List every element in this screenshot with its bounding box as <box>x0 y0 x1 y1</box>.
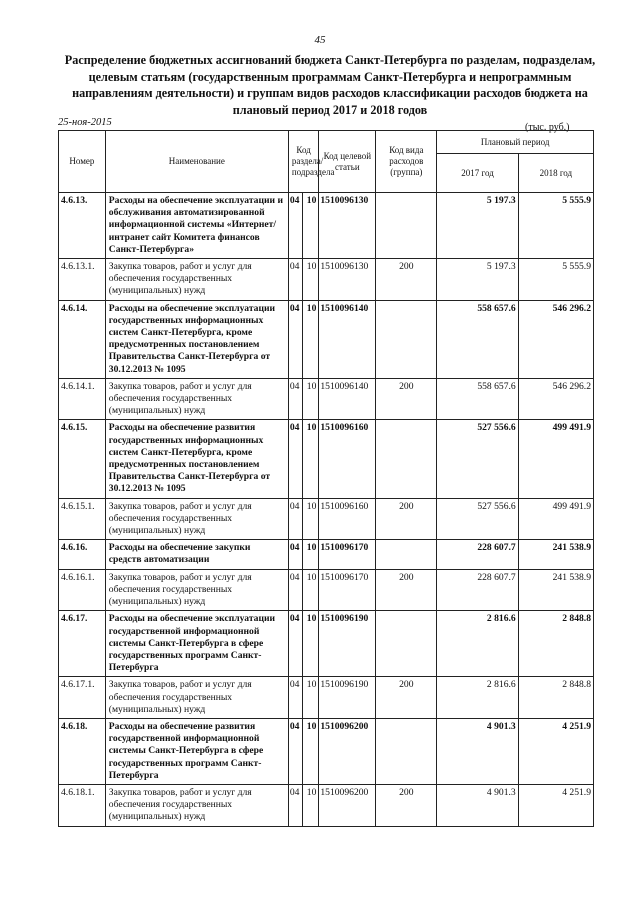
row-subsection-code: 10 <box>303 718 319 784</box>
units-note: (тыс. руб.) <box>525 122 570 133</box>
row-group-code: 200 <box>376 378 437 420</box>
row-value-2017: 527 556.6 <box>437 420 518 498</box>
table-row <box>59 611 594 677</box>
row-group-code: 200 <box>376 677 437 719</box>
row-value-2017: 5 197.3 <box>437 193 518 259</box>
row-number: 4.6.17. <box>59 611 106 677</box>
row-subsection-code: 10 <box>303 611 319 677</box>
row-value-2017: 2 816.6 <box>437 677 518 719</box>
col-plan-header: Плановый период <box>437 131 594 154</box>
row-number: 4.6.13. <box>59 193 106 259</box>
budget-table <box>58 130 594 827</box>
document-title: Распределение бюджетных ассигнований бюджета Санкт-Петербурга по разделам, подразделам, целевым статьям (государственным программам Санкт-Петербурга и непрограммным направлениям деятельности) и группам видов расходов классификации расходов бюджета на плановый период 2017 и 2018 годов <box>64 53 596 117</box>
document-date: 25-ноя-2015 <box>58 117 112 128</box>
row-group-code <box>376 718 437 784</box>
row-name: Расходы на обеспечение развития государственных информационных систем Санкт-Петербурга, кроме предусмотренных постановлением Правительства Санкт-Петербурга от 30.12.2013 № 1095 <box>105 420 288 498</box>
table-header <box>59 131 594 193</box>
row-section-code: 04 <box>288 718 302 784</box>
row-article-code: 1510096160 <box>319 498 376 540</box>
row-name: Закупка товаров, работ и услуг для обеспечения государственных (муниципальных) нужд <box>105 259 288 301</box>
row-value-2017: 5 197.3 <box>437 259 518 301</box>
table-row <box>59 677 594 719</box>
row-section-code: 04 <box>288 611 302 677</box>
row-article-code: 1510096200 <box>319 718 376 784</box>
row-section-code: 04 <box>288 300 302 378</box>
row-article-code: 1510096160 <box>319 420 376 498</box>
row-section-code: 04 <box>288 677 302 719</box>
table-row <box>59 259 594 301</box>
row-article-code: 1510096170 <box>319 569 376 611</box>
row-article-code: 1510096140 <box>319 300 376 378</box>
row-section-code: 04 <box>288 498 302 540</box>
row-value-2018: 241 538.9 <box>518 569 593 611</box>
row-section-code: 04 <box>288 540 302 569</box>
row-subsection-code: 10 <box>303 259 319 301</box>
row-name: Расходы на обеспечение развития государственной информационной системы Санкт-Петербурга в сфере государственных программ Санкт-Петербурга <box>105 718 288 784</box>
table-row <box>59 378 594 420</box>
row-subsection-code: 10 <box>303 784 319 826</box>
row-group-code <box>376 540 437 569</box>
row-number: 4.6.16.1. <box>59 569 106 611</box>
table-row <box>59 193 594 259</box>
row-name: Расходы на обеспечение эксплуатации и обслуживания автоматизированной информационной системы «Интернет/интранет сайт Комитета финансов Санкт-Петербурга» <box>105 193 288 259</box>
col-name-header: Наименование <box>105 131 288 193</box>
row-article-code: 1510096130 <box>319 259 376 301</box>
row-value-2017: 558 657.6 <box>437 300 518 378</box>
row-value-2018: 241 538.9 <box>518 540 593 569</box>
row-number: 4.6.13.1. <box>59 259 106 301</box>
table-row <box>59 569 594 611</box>
col-2017-header: 2017 год <box>437 154 518 193</box>
row-value-2017: 558 657.6 <box>437 378 518 420</box>
row-value-2018: 499 491.9 <box>518 498 593 540</box>
row-subsection-code: 10 <box>303 420 319 498</box>
row-number: 4.6.16. <box>59 540 106 569</box>
row-article-code: 1510096190 <box>319 677 376 719</box>
row-subsection-code: 10 <box>303 569 319 611</box>
row-subsection-code: 10 <box>303 498 319 540</box>
row-number: 4.6.14. <box>59 300 106 378</box>
row-number: 4.6.15. <box>59 420 106 498</box>
col-section-header: Код раздела/ подраздела <box>288 131 319 193</box>
col-group-header: Код вида расходов (группа) <box>376 131 437 193</box>
row-value-2018: 4 251.9 <box>518 718 593 784</box>
row-name: Закупка товаров, работ и услуг для обеспечения государственных (муниципальных) нужд <box>105 378 288 420</box>
row-number: 4.6.17.1. <box>59 677 106 719</box>
row-value-2017: 228 607.7 <box>437 569 518 611</box>
row-value-2017: 527 556.6 <box>437 498 518 540</box>
row-subsection-code: 10 <box>303 540 319 569</box>
table-row <box>59 420 594 498</box>
table-row <box>59 718 594 784</box>
col-article-header: Код целевой статьи <box>319 131 376 193</box>
table-row <box>59 498 594 540</box>
row-name: Закупка товаров, работ и услуг для обеспечения государственных (муниципальных) нужд <box>105 498 288 540</box>
row-value-2017: 2 816.6 <box>437 611 518 677</box>
row-value-2018: 2 848.8 <box>518 611 593 677</box>
row-article-code: 1510096190 <box>319 611 376 677</box>
row-name: Закупка товаров, работ и услуг для обеспечения государственных (муниципальных) нужд <box>105 784 288 826</box>
col-number-header: Номер <box>59 131 106 193</box>
row-section-code: 04 <box>288 193 302 259</box>
row-group-code: 200 <box>376 259 437 301</box>
row-section-code: 04 <box>288 259 302 301</box>
row-name: Расходы на обеспечение эксплуатации государственной информационной системы Санкт-Петербурга в сфере государственных программ Санкт-Петербурга <box>105 611 288 677</box>
row-group-code: 200 <box>376 784 437 826</box>
row-group-code <box>376 300 437 378</box>
row-name: Расходы на обеспечение эксплуатации государственных информационных систем Санкт-Петербурга, кроме предусмотренных постановлением Правительства Санкт-Петербурга от 30.12.2013 № 1095 <box>105 300 288 378</box>
row-section-code: 04 <box>288 378 302 420</box>
row-value-2017: 4 901.3 <box>437 784 518 826</box>
row-value-2018: 546 296.2 <box>518 300 593 378</box>
table-body <box>59 193 594 827</box>
row-value-2018: 2 848.8 <box>518 677 593 719</box>
row-name: Расходы на обеспечение закупки средств автоматизации <box>105 540 288 569</box>
row-value-2017: 228 607.7 <box>437 540 518 569</box>
col-2018-header: 2018 год <box>518 154 593 193</box>
row-section-code: 04 <box>288 784 302 826</box>
row-article-code: 1510096200 <box>319 784 376 826</box>
row-value-2018: 5 555.9 <box>518 259 593 301</box>
row-article-code: 1510096130 <box>319 193 376 259</box>
row-group-code <box>376 420 437 498</box>
row-value-2018: 546 296.2 <box>518 378 593 420</box>
row-value-2017: 4 901.3 <box>437 718 518 784</box>
table-row <box>59 784 594 826</box>
row-section-code: 04 <box>288 420 302 498</box>
row-value-2018: 499 491.9 <box>518 420 593 498</box>
row-number: 4.6.18. <box>59 718 106 784</box>
row-subsection-code: 10 <box>303 378 319 420</box>
row-subsection-code: 10 <box>303 193 319 259</box>
row-article-code: 1510096170 <box>319 540 376 569</box>
row-number: 4.6.14.1. <box>59 378 106 420</box>
row-group-code <box>376 193 437 259</box>
row-number: 4.6.15.1. <box>59 498 106 540</box>
row-group-code: 200 <box>376 569 437 611</box>
row-name: Закупка товаров, работ и услуг для обеспечения государственных (муниципальных) нужд <box>105 677 288 719</box>
row-subsection-code: 10 <box>303 300 319 378</box>
row-group-code <box>376 611 437 677</box>
row-subsection-code: 10 <box>303 677 319 719</box>
table-row <box>59 540 594 569</box>
row-group-code: 200 <box>376 498 437 540</box>
row-number: 4.6.18.1. <box>59 784 106 826</box>
row-section-code: 04 <box>288 569 302 611</box>
row-name: Закупка товаров, работ и услуг для обеспечения государственных (муниципальных) нужд <box>105 569 288 611</box>
row-value-2018: 4 251.9 <box>518 784 593 826</box>
table-row <box>59 300 594 378</box>
page-number: 45 <box>314 34 326 46</box>
row-value-2018: 5 555.9 <box>518 193 593 259</box>
row-article-code: 1510096140 <box>319 378 376 420</box>
